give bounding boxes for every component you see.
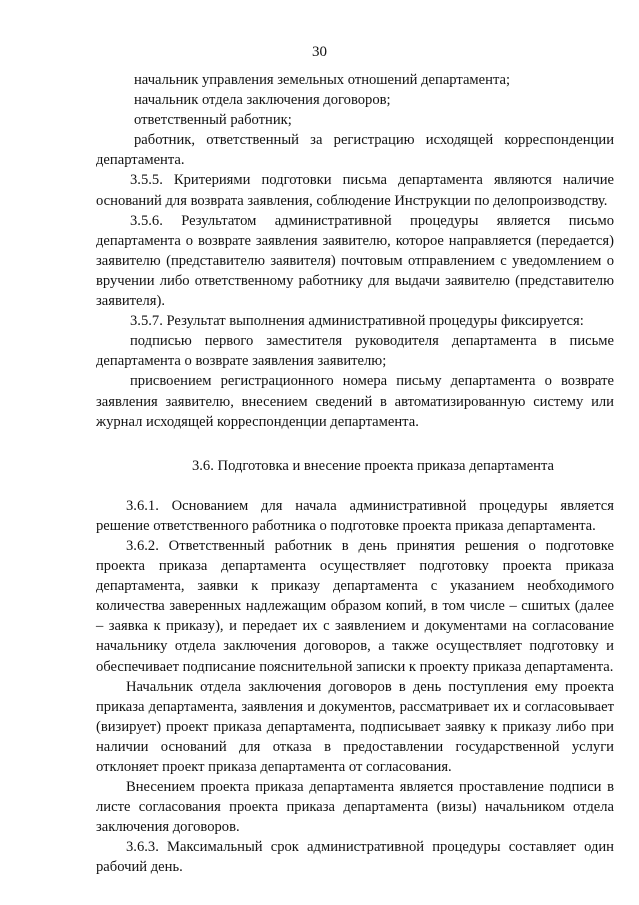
paragraph-3-6-3: 3.6.3. Максимальный срок административной процедуры составляет один рабочий день.	[96, 839, 614, 876]
paragraph-3-5-6: 3.5.6. Результатом административной процедуры является письмо департамента о возврате заявления заявителю, которое направляется (передается) заявителю (представителю заявителя) почтовым отправлением с уведомлением о вручении либо ответственному работнику для выдачи заявителю (представителю заявителя).	[96, 212, 614, 310]
paragraph-registration-number: присвоением регистрационного номера письму департамента о возврате заявления заявителю, внесением сведений в автоматизированную систему или журнал исходящей корреспонденции департамента.	[96, 373, 614, 430]
paragraph-submission: Внесением проекта приказа департамента является проставление подписи в листе согласования проекта приказа департамента (визы) начальником отдела заключения договоров.	[96, 779, 614, 836]
paragraph-responsible-employee: ответственный работник;	[134, 112, 292, 129]
paragraph-3-6-2: 3.6.2. Ответственный работник в день принятия решения о подготовке проекта приказа департамента осуществляет подготовку проекта приказа департамента, заявки к приказу департамента с указанием необходимого количества заверенных надлежащим образом копий, в том числе – сшитых (далее – заявка к приказу), и передает их с заявлением и документами на согласование начальнику отдела заключения договоров, а также осуществляет подготовку и обеспечивает подписание пояснительной записки к проекту приказа департамента.	[96, 537, 614, 675]
paragraph-registration-employee: работник, ответственный за регистрацию исходящей корреспонденции департамента.	[96, 132, 614, 169]
paragraph-3-5-7: 3.5.7. Результат выполнения административной процедуры фиксируется:	[130, 313, 584, 330]
page-number: 30	[312, 44, 327, 60]
document-body	[96, 70, 614, 878]
paragraph-head-review: Начальник отдела заключения договоров в день поступления ему проекта приказа департамента, заявления и документов, рассматривает их и согласовывает (визирует) проект приказа департамента, подписывает заявку к приказу либо при наличии оснований для отказа в предоставлении государственной услуги отклоняет проект приказа департамента от согласования.	[96, 678, 614, 775]
section-heading-3-6: 3.6. Подготовка и внесение проекта приказа департамента	[191, 457, 555, 474]
paragraph-signature: подписью первого заместителя руководителя департамента в письме департамента о возврате заявления заявителю;	[96, 333, 614, 370]
paragraph-3-5-5: 3.5.5. Критериями подготовки письма департамента являются наличие оснований для возврата заявления, соблюдение Инструкции по делопроизводству.	[96, 172, 614, 209]
paragraph-3-6-1: 3.6.1. Основанием для начала административной процедуры является решение ответственного работника о подготовке проекта приказа департамента.	[96, 497, 614, 534]
paragraph-head-of-contracts: начальник отдела заключения договоров;	[134, 92, 391, 109]
paragraph-head-of-land-relations: начальник управления земельных отношений департамента;	[134, 72, 511, 88]
